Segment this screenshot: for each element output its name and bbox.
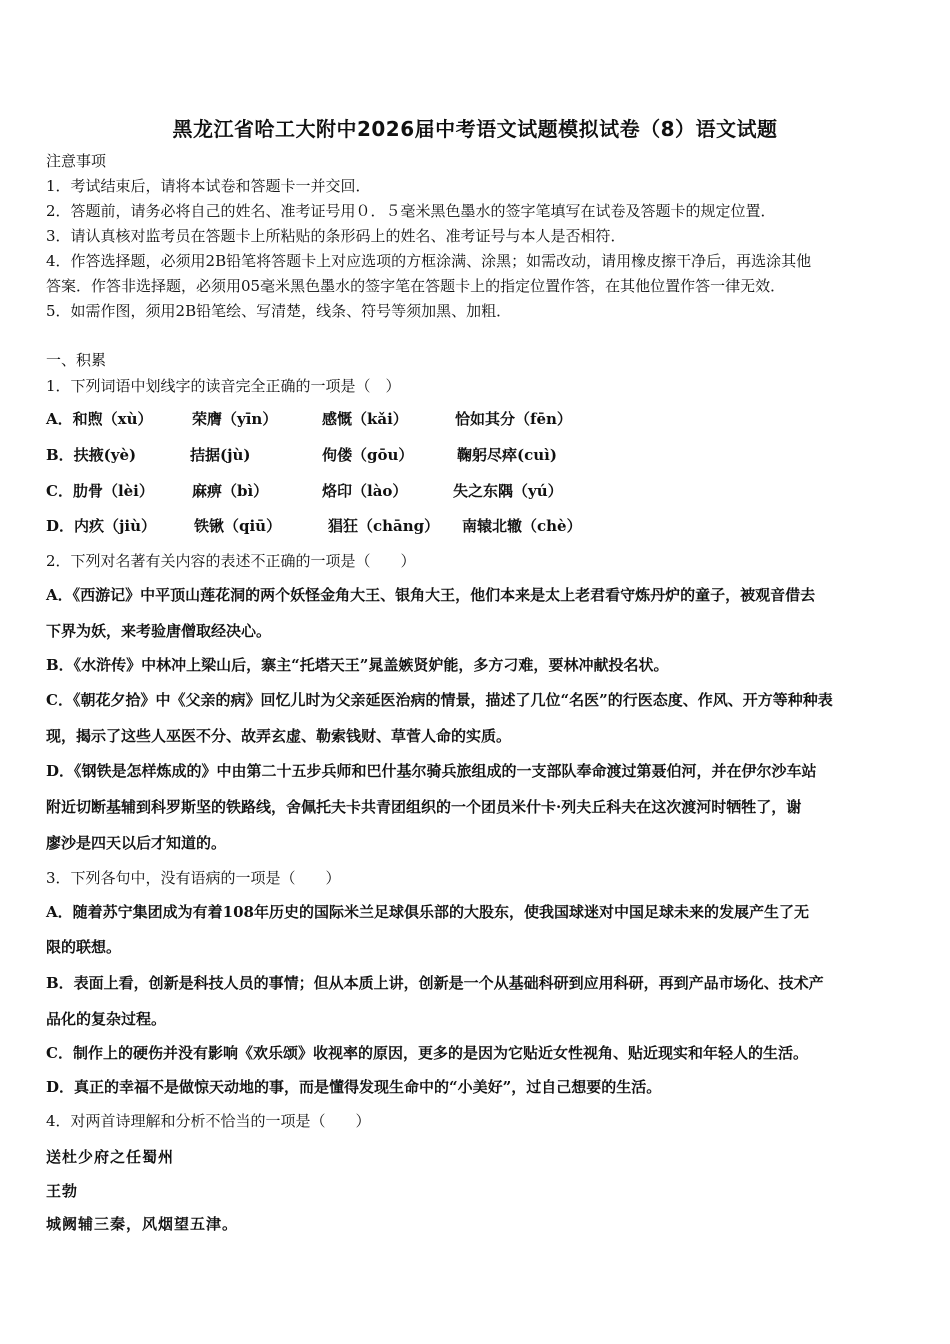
q1-option-b-item: 鞠躬尽瘁(cuì) bbox=[457, 446, 557, 464]
q2-option-line: 廖沙是四天以后才知道的。 bbox=[46, 834, 227, 852]
notice-item: 1．考试结束后，请将本试卷和答题卡一并交回． bbox=[46, 177, 371, 195]
notice-item: 2．答题前，请务必将自己的姓名、准考证号用０．５毫米黑色墨水的签字笔填写在试卷及答题卡的规定位置． bbox=[46, 202, 776, 220]
q1-option-d-item: D．内疚（jiù） bbox=[46, 517, 157, 535]
q1-option-a-item: A．和煦（xù） bbox=[46, 410, 153, 428]
notice-item: 5．如需作图，须用2B铅笔绘、写清楚，线条、符号等须加黑、加粗． bbox=[46, 302, 512, 320]
poem-title: 送杜少府之任蜀州 bbox=[46, 1148, 175, 1166]
q2-option-line: C．《朝花夕拾》中《父亲的病》回忆儿时为父亲延医治病的情景，描述了几位“名医”的行医态度、作风、开方等种种表 bbox=[46, 691, 833, 709]
q1-option-d-item: 猖狂（chāng） bbox=[328, 517, 440, 535]
question-2-stem: 2．下列对名著有关内容的表述不正确的一项是（ ） bbox=[46, 552, 416, 570]
q1-option-a-item: 感慨（kǎi） bbox=[322, 410, 408, 428]
q2-option-line: 下界为妖，来考验唐僧取经决心。 bbox=[46, 622, 272, 640]
q1-option-b-item: 佝偻（gōu） bbox=[322, 446, 414, 464]
q2-option-line: 附近切断基辅到科罗斯坚的铁路线，舍佩托夫卡共青团组织的一个团员米什卡·列夫丘科夫在这次渡河时牺牲了，谢 bbox=[46, 798, 802, 816]
q3-option-line: D．真正的幸福不是做惊天动地的事，而是懂得发现生命中的“小美好”，过自己想要的生活。 bbox=[46, 1078, 662, 1096]
q1-option-a-item: 荣膺（yīn） bbox=[192, 410, 278, 428]
q2-option-line: 现，揭示了这些人巫医不分、故弄玄虚、勒索钱财、草菅人命的实质。 bbox=[46, 727, 512, 745]
q2-option-line: B．《水浒传》中林冲上梁山后，寨主“托塔天王”晁盖嫉贤妒能，多方刁难，要林冲献投名状。 bbox=[46, 656, 669, 674]
q1-option-b-item: B．扶掖(yè) bbox=[46, 446, 137, 464]
q1-option-d-item: 南辕北辙（chè） bbox=[462, 517, 582, 535]
q3-option-line: A．随着苏宁集团成为有着108年历史的国际米兰足球俱乐部的大股东，使我国球迷对中国足球未来的发展产生了无 bbox=[46, 903, 809, 921]
page-title: 黑龙江省哈工大附中2026届中考语文试题模拟试卷（8）语文试题 bbox=[172, 117, 778, 141]
question-3-stem: 3．下列各句中，没有语病的一项是（ ） bbox=[46, 869, 341, 887]
q1-option-c-item: C．肋骨（lèi） bbox=[46, 482, 154, 500]
notice-item: 答案．作答非选择题，必须用05毫米黑色墨水的签字笔在答题卡上的指定位置作答，在其他位置作答一律无效． bbox=[46, 277, 786, 295]
q3-option-line: 限的联想。 bbox=[46, 938, 122, 956]
question-1-stem: 1．下列词语中划线字的读音完全正确的一项是（ ） bbox=[46, 377, 401, 395]
q3-option-line: B．表面上看，创新是科技人员的事情；但从本质上讲，创新是一个从基础科研到应用科研，再到产品市场化、技术产 bbox=[46, 974, 824, 992]
q1-option-b-item: 拮据(jù) bbox=[190, 446, 251, 464]
section-heading: 一、积累 bbox=[46, 351, 107, 369]
question-4-stem: 4．对两首诗理解和分析不恰当的一项是（ ） bbox=[46, 1112, 371, 1130]
q3-option-line: C．制作上的硬伤并没有影响《欢乐颂》收视率的原因，更多的是因为它贴近女性视角、贴近现实和年轻人的生活。 bbox=[46, 1044, 808, 1062]
q2-option-line: A．《西游记》中平顶山莲花洞的两个妖怪金角大王、银角大王，他们本来是太上老君看守炼丹炉的童子，被观音借去 bbox=[46, 586, 816, 604]
notice-item: 3．请认真核对监考员在答题卡上所粘贴的条形码上的姓名、准考证号与本人是否相符． bbox=[46, 227, 626, 245]
notice-heading: 注意事项 bbox=[46, 152, 107, 170]
q1-option-d-item: 铁锹（qiū） bbox=[194, 517, 282, 535]
q1-option-c-item: 烙印（lào） bbox=[322, 482, 408, 500]
notice-item: 4．作答选择题，必须用2B铅笔将答题卡上对应选项的方框涂满、涂黑；如需改动，请用橡皮擦干净后，再选涂其他 bbox=[46, 252, 812, 270]
poem-author: 王勃 bbox=[46, 1182, 79, 1200]
q1-option-c-item: 失之东隅（yú） bbox=[453, 482, 563, 500]
q3-option-line: 品化的复杂过程。 bbox=[46, 1010, 167, 1028]
q2-option-line: D．《钢铁是怎样炼成的》中由第二十五步兵师和巴什基尔骑兵旅组成的一支部队奉命渡过第聂伯河，并在伊尔沙车站 bbox=[46, 762, 817, 780]
q1-option-a-item: 恰如其分（fēn） bbox=[455, 410, 572, 428]
poem-verse: 城阙辅三秦，风烟望五津。 bbox=[46, 1215, 239, 1233]
q1-option-c-item: 麻痹（bì） bbox=[192, 482, 269, 500]
